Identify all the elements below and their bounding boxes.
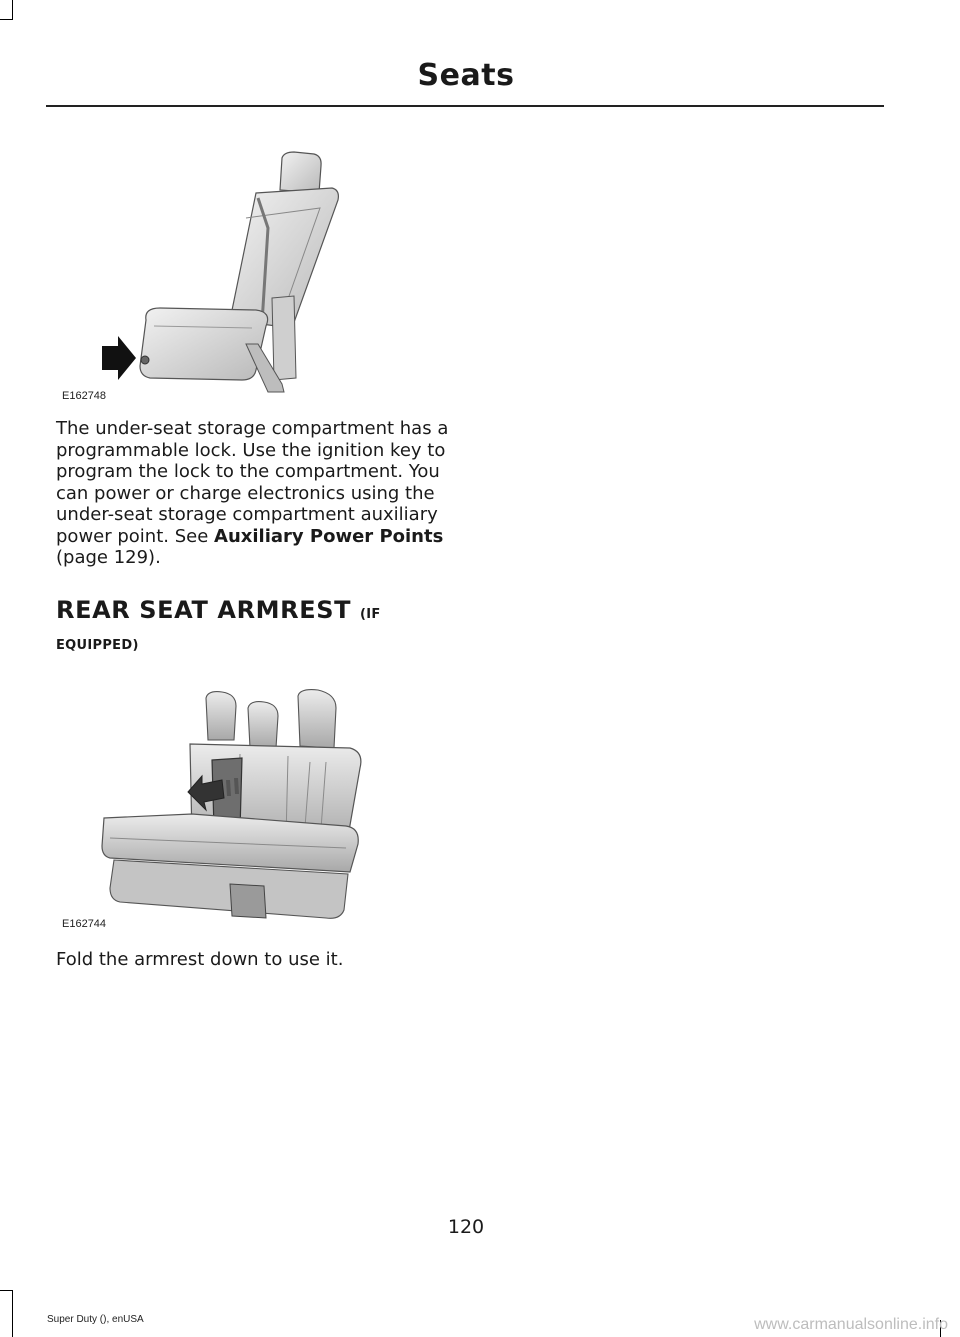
crop-mark — [12, 1290, 13, 1337]
page-number: 120 — [447, 1216, 485, 1238]
page-reference: (page 129). — [56, 547, 161, 568]
seat-illustration — [96, 148, 356, 408]
page-title: Seats — [417, 58, 515, 93]
section-title-suffix-continued: EQUIPPED) — [56, 638, 139, 653]
crop-mark — [12, 0, 13, 20]
section-title-suffix: (IF — [360, 607, 381, 622]
crop-mark — [0, 1290, 13, 1291]
figure-code: E162744 — [62, 918, 107, 930]
header-divider — [46, 105, 884, 107]
cross-reference-link[interactable]: Auxiliary Power Points — [214, 525, 444, 547]
crop-mark — [0, 19, 13, 20]
paragraph-text: The under-seat storage compartment has a programmable lock. Use the ignition key to program the lock to the compartment. You can power or charge electronics using the under-seat storage compartment auxiliary power point. See — [56, 418, 449, 547]
rear-seat-illustration — [100, 688, 366, 924]
body-paragraph: Fold the armrest down to use it. — [56, 949, 344, 970]
body-paragraph — [56, 418, 451, 569]
section-title: REAR SEAT ARMREST — [56, 596, 352, 624]
footer-text: Super Duty (), enUSA — [47, 1314, 144, 1325]
figure-code: E162748 — [62, 390, 107, 402]
section-heading — [56, 596, 381, 624]
watermark-text: www.carmanualsonline.info — [754, 1316, 948, 1333]
